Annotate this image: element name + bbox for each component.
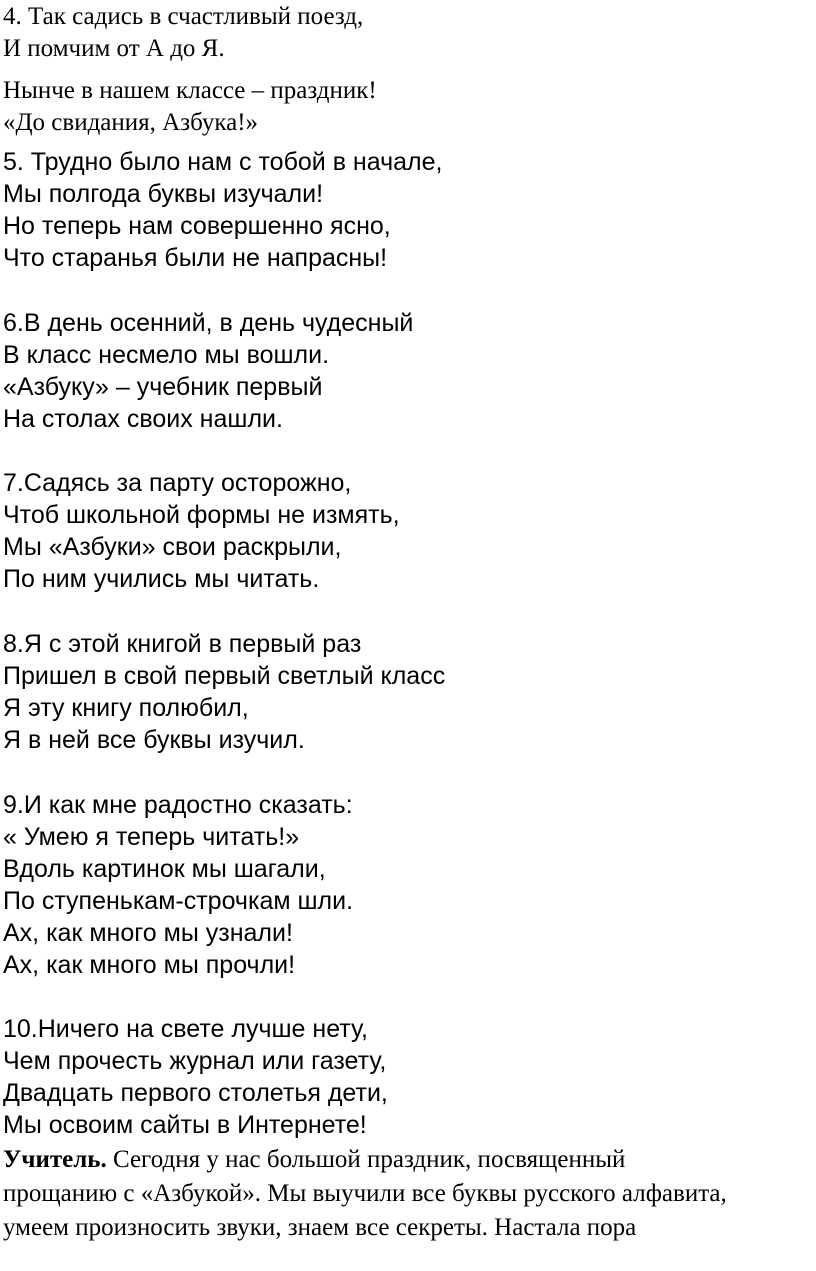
teacher-line-2: прощанию с «Азбукой». Мы выучили все буквы русского алфавита, <box>3 1180 727 1207</box>
verse-line: Нынче в нашем классе – праздник! <box>3 77 377 104</box>
verse-line: Мы «Азбуки» свои раскрыли, <box>3 533 342 561</box>
verse-line: 5. Трудно было нам с тобой в начале, <box>3 148 443 176</box>
verse-line: Ах, как много мы узнали! <box>3 919 293 947</box>
verse-line: Ах, как много мы прочли! <box>3 951 296 979</box>
verse-line: Мы полгода буквы изучали! <box>3 180 324 208</box>
verse-line: Пришел в свой первый светлый класс <box>3 662 446 690</box>
verse-line: Я в ней все буквы изучил. <box>3 726 305 754</box>
verse-line: 7.Садясь за парту осторожно, <box>3 469 352 497</box>
teacher-line-1 <box>3 1143 813 1177</box>
verse-line: Я эту книгу полюбил, <box>3 694 249 722</box>
verse-line: «До свидания, Азбука!» <box>3 109 259 136</box>
chorus <box>3 75 377 139</box>
stanza-8 <box>3 628 445 756</box>
verse-line: 6.В день осенний, в день чудесный <box>3 309 414 337</box>
verse-line: Но теперь нам совершенно ясно, <box>3 212 391 240</box>
speaker-label: Учитель. <box>3 1146 107 1173</box>
verse-line: «Азбуку» – учебник первый <box>3 373 323 401</box>
verse-line: 10.Ничего на свете лучше нету, <box>3 1015 368 1043</box>
speech-text: Сегодня у нас большой праздник, посвященный <box>106 1146 626 1173</box>
verse-line: 8.Я с этой книгой в первый раз <box>3 630 362 658</box>
verse-line: Вдоль картинок мы шагали, <box>3 855 326 883</box>
stanza-6 <box>3 307 413 435</box>
stanza-9 <box>3 789 353 981</box>
verse-line: По ним учились мы читать. <box>3 565 320 593</box>
verse-line: Мы освоим сайты в Интернете! <box>3 1111 367 1139</box>
verse-line: 9.И как мне радостно сказать: <box>3 791 353 819</box>
stanza-5 <box>3 146 442 274</box>
teacher-line-3: умеем произносить звуки, знаем все секреты. Настала пора <box>3 1214 637 1241</box>
verse-line: В класс несмело мы вошли. <box>3 341 330 369</box>
stanza-10 <box>3 1013 388 1141</box>
stanza-4 <box>3 1 363 65</box>
verse-line: На столах своих нашли. <box>3 405 283 433</box>
verse-line: По ступенькам-строчкам шли. <box>3 887 354 915</box>
verse-line: И помчим от А до Я. <box>3 35 225 62</box>
stanza-7 <box>3 467 400 595</box>
teacher-speech <box>3 1143 813 1245</box>
verse-line: Чем прочесть журнал или газету, <box>3 1047 387 1075</box>
verse-line: 4. Так садись в счастливый поезд, <box>3 3 364 30</box>
verse-line: « Умею я теперь читать!» <box>3 823 300 851</box>
verse-line: Чтоб школьной формы не измять, <box>3 501 400 529</box>
verse-line: Что старанья были не напрасны! <box>3 244 388 272</box>
verse-line: Двадцать первого столетья дети, <box>3 1079 388 1107</box>
